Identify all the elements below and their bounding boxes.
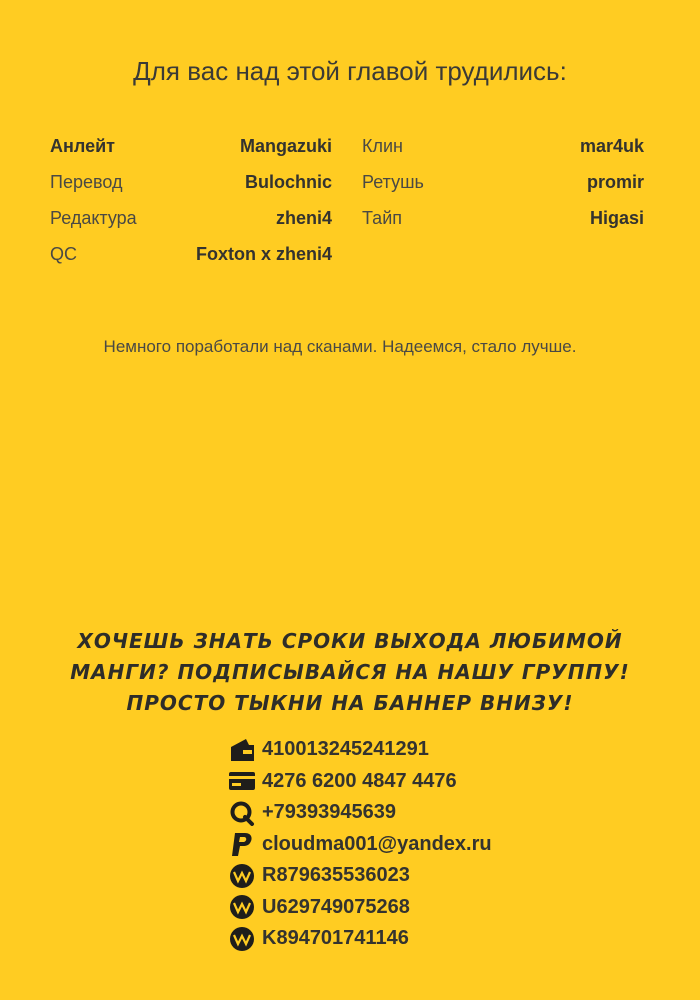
donation-value: 410013245241291 [262, 738, 429, 761]
webmoney-icon [228, 894, 256, 920]
credit-role: Ретушь [362, 171, 424, 192]
credit-name: promir [586, 171, 644, 192]
credit-role: Клин [362, 135, 403, 156]
promo-line: ПРОСТО ТЫКНИ НА БАННЕР ВНИЗУ! [126, 691, 574, 715]
qiwi-icon [228, 800, 256, 826]
note-text: Немного поработали над сканами. Надеемся, стало лучше. [103, 337, 577, 356]
donation-item [228, 923, 492, 955]
credit-name: Foxton x zheni4 [195, 243, 332, 264]
credit-role: Тайп [362, 207, 402, 228]
donation-item [228, 892, 492, 924]
credit-row [362, 200, 644, 236]
page-title: Для вас над этой главой трудились: [133, 56, 567, 86]
donation-item [228, 860, 492, 892]
bank-card-icon [228, 768, 256, 794]
credit-role: Перевод [50, 171, 123, 192]
donation-item [228, 797, 492, 829]
credit-name: Higasi [589, 207, 644, 228]
credit-row [362, 128, 644, 164]
credit-row [50, 128, 332, 164]
donation-item [228, 766, 492, 798]
donation-value: R879635536023 [262, 864, 410, 887]
yandex-wallet-icon [228, 737, 256, 763]
credit-name: zheni4 [275, 207, 332, 228]
webmoney-icon [228, 863, 256, 889]
credit-row [50, 236, 332, 272]
promo-text [0, 626, 700, 719]
donation-value: +79393945639 [262, 801, 397, 824]
promo-line: ХОЧЕШЬ ЗНАТЬ СРОКИ ВЫХОДА ЛЮБИМОЙ [77, 629, 623, 653]
credit-role: Редактура [50, 207, 137, 228]
promo-line: МАНГИ? ПОДПИСЫВАЙСЯ НА НАШУ ГРУППУ! [70, 660, 630, 684]
donation-item [228, 734, 492, 766]
credits-left-column [50, 128, 332, 272]
credits-right-column [362, 128, 644, 236]
donation-list [228, 734, 492, 955]
webmoney-icon [228, 926, 256, 952]
donation-value: 4276 6200 4847 4476 [262, 769, 457, 792]
credit-row [50, 164, 332, 200]
credit-row [362, 164, 644, 200]
credit-name: Bulochnic [244, 171, 332, 192]
credit-role: Анлейт [50, 135, 115, 156]
paypal-icon [228, 831, 256, 857]
donation-item [228, 829, 492, 861]
donation-value: U629749075268 [262, 895, 410, 918]
credit-row [50, 200, 332, 236]
donation-value: K894701741146 [262, 927, 409, 950]
donation-value: cloudma001@yandex.ru [262, 832, 492, 855]
credit-name: mar4uk [579, 135, 644, 156]
credit-name: Mangazuki [239, 135, 332, 156]
credit-role: QC [50, 243, 77, 264]
